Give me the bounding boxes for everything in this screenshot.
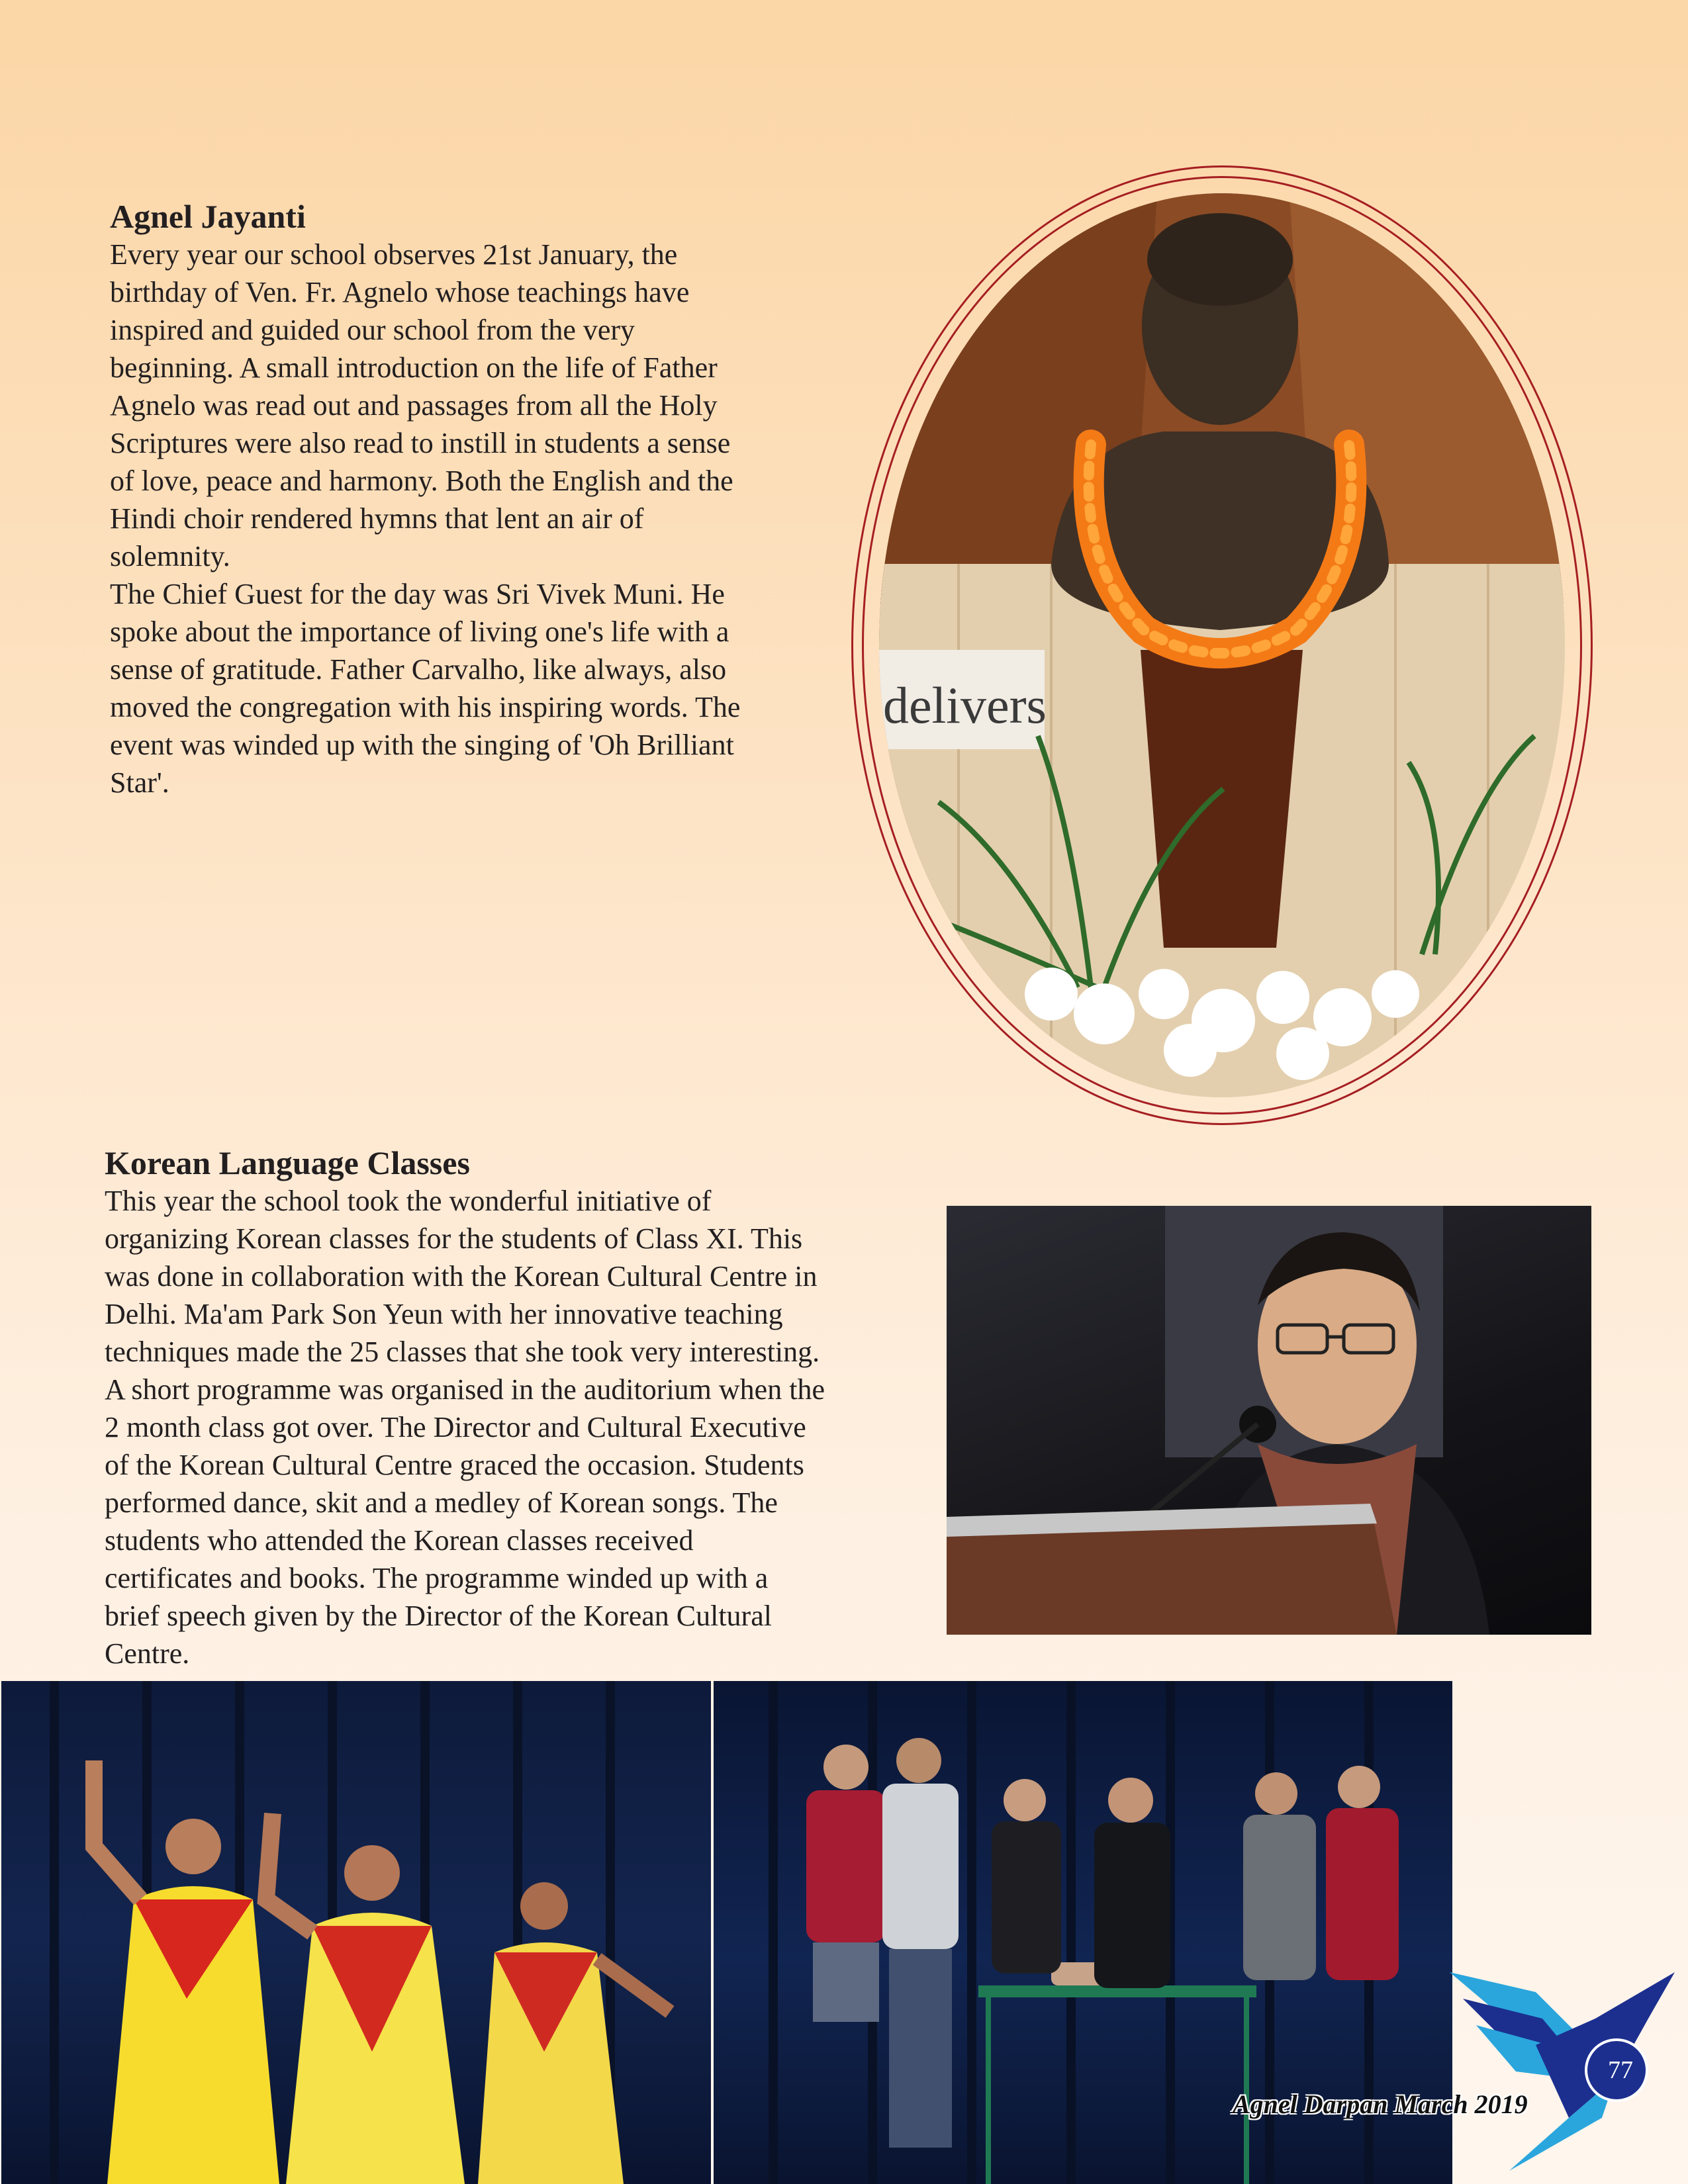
speaker-photo	[947, 1206, 1591, 1635]
speaker-photo-illustration	[947, 1206, 1591, 1635]
footer-caption: Agnel Darpan March 2019	[1233, 2089, 1528, 2119]
korean-classes-heading: Korean Language Classes	[105, 1144, 470, 1181]
korean-classes-section	[105, 1144, 945, 1672]
dancers-photo-illustration	[1, 1681, 711, 2184]
agnel-jayanti-heading: Agnel Jayanti	[110, 198, 306, 235]
korean-classes-body: This year the school took the wonderful initiative of organizing Korean classes for the students of Class XI. This was done in collaboration with the Korean Cultural Centre in Delhi. Ma'am Park Son Yeun with her innovative teaching techniques made the 25 classes that she took very interesting. A short programme was organised in the auditorium when the 2 month class got over. The Director and Cultural Executive of the Korean Cultural Centre graced the occasion. Students performed dance, skit and a medley of Korean songs. The students who attended the Korean classes received certificates and books. The programme winded up with a brief speech given by the Director of the Korean Cultural Centre.	[105, 1185, 825, 1670]
agnel-jayanti-body: Every year our school observes 21st January, the birthday of Ven. Fr. Agnelo whose teachings have inspired and guided our school from the very beginning. A small introduction on the life of Father Agnelo was read out and passages from all the Holy Scriptures were also read to instill in students a sense of love, peace and harmony. Both the English and the Hindi choir rendered hymns that lent an air of solemnity. The Chief Guest for the day was Sri Vivek Muni. He spoke about the importance of living one's life with a sense of gratitude. Father Carvalho, like always, also moved the congregation with his inspiring words. The event was winded up with the singing of 'Oh Brilliant Star'.	[110, 238, 741, 799]
bust-photo-illustration	[879, 193, 1565, 1097]
banner-text: delivers	[883, 676, 1047, 734]
agnel-jayanti-section	[110, 197, 838, 801]
dancers-photo	[1, 1681, 711, 2184]
page-number: 77	[1608, 2056, 1633, 2084]
bust-photo	[879, 193, 1565, 1097]
